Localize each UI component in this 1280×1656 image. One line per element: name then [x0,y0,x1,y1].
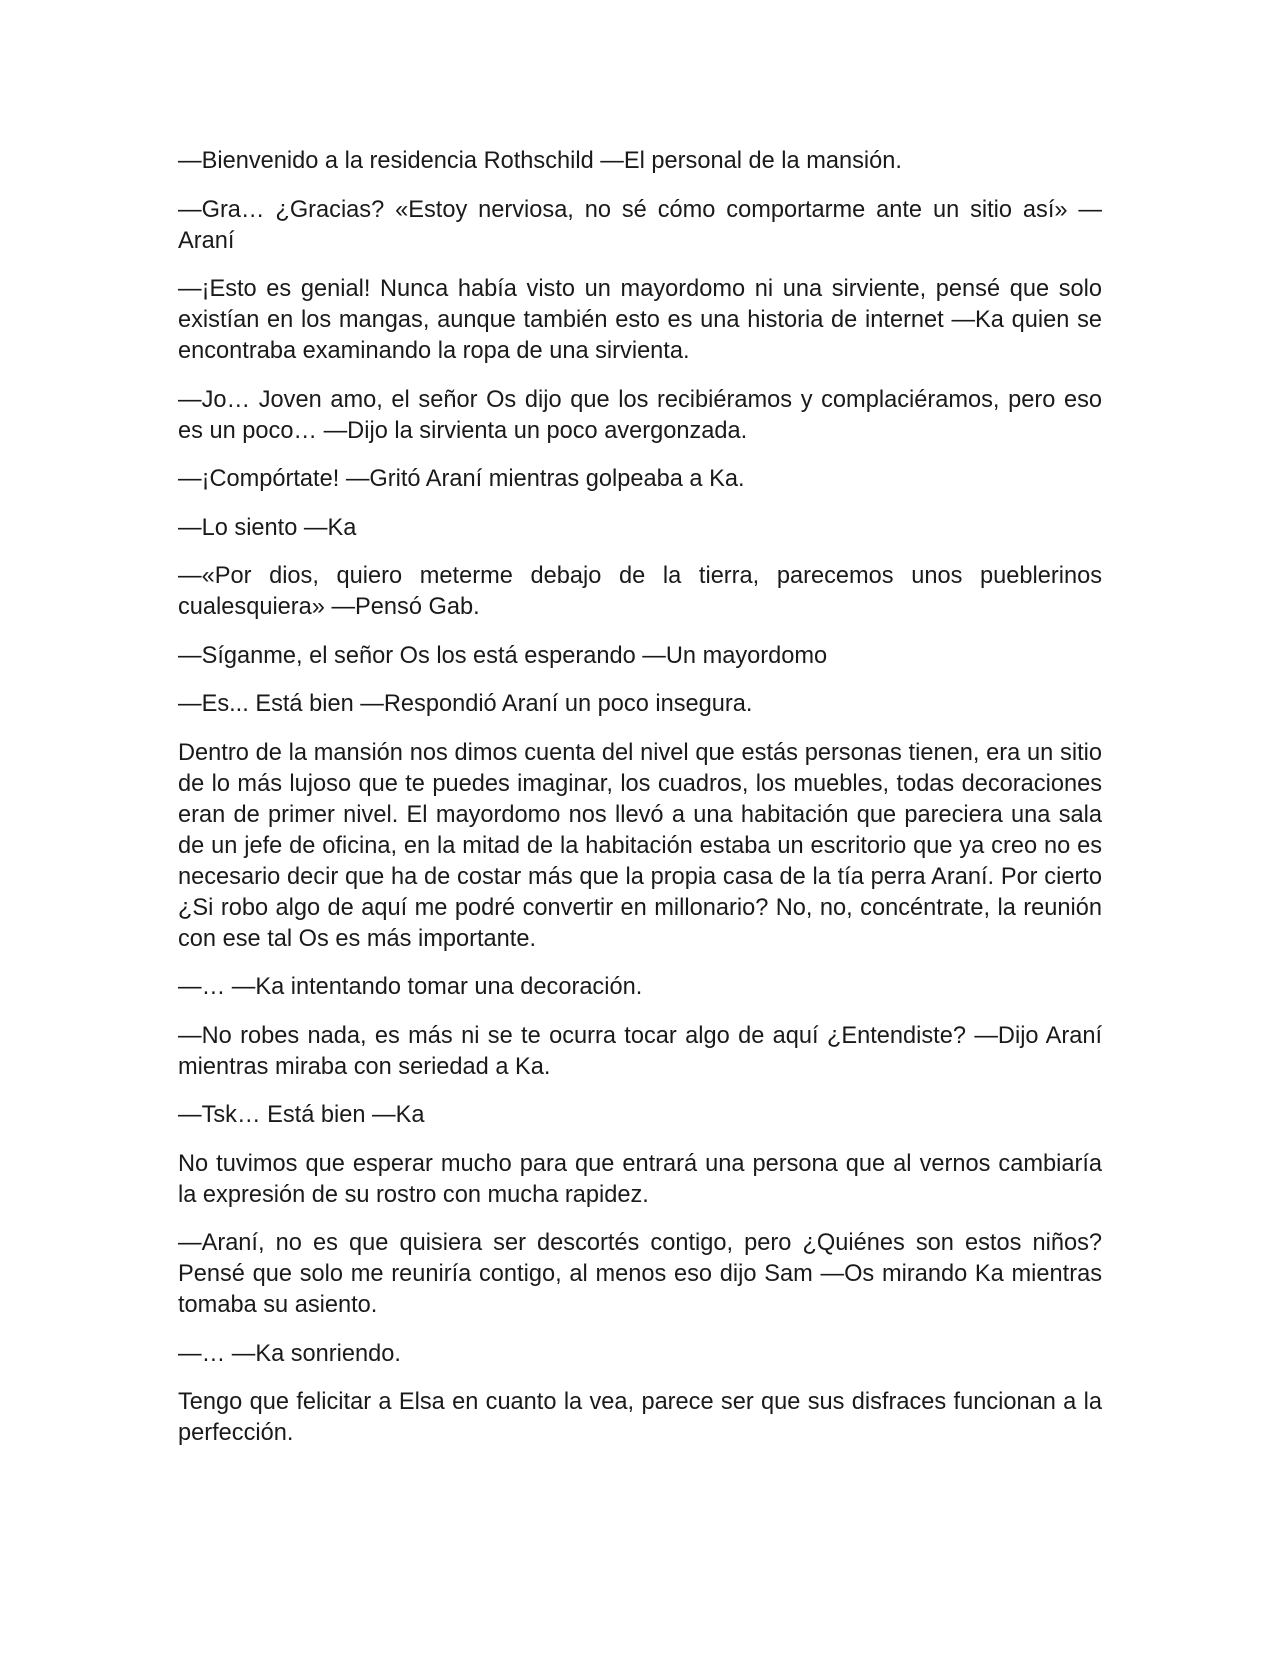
paragraph: Dentro de la mansión nos dimos cuenta del nivel que estás personas tienen, era un sitio de lo más lujoso que te puedes imaginar, los cuadros, los muebles, todas decoraciones eran de primer nivel. El mayordomo nos llevó a una habitación que pareciera una sala de un jefe de oficina, en la mitad de la habitación estaba un escritorio que ya creo no es necesario decir que ha de costar más que la propia casa de la tía perra Araní. Por cierto ¿Si robo algo de aquí me podré convertir en millonario? No, no, concéntrate, la reunión con ese tal Os es más importante. [178,739,1102,952]
paragraph: —Gra… ¿Gracias? «Estoy nerviosa, no sé cómo comportarme ante un sitio así» —Araní [178,196,1102,254]
paragraph: —No robes nada, es más ni se te ocurra tocar algo de aquí ¿Entendiste? —Dijo Araní mientras miraba con seriedad a Ka. [178,1022,1102,1080]
paragraph: —Síganme, el señor Os los está esperando —Un mayordomo [178,642,828,669]
paragraph: —Araní, no es que quisiera ser descortés contigo, pero ¿Quiénes son estos niños? Pensé que solo me reuniría contigo, al menos eso dijo Sam —Os mirando Ka mientras tomaba su asiento. [178,1230,1102,1318]
paragraph: —Jo… Joven amo, el señor Os dijo que los recibiéramos y complaciéramos, pero eso es un poco… —Dijo la sirvienta un poco avergonzada. [178,386,1102,444]
paragraph: —Es... Está bien —Respondió Araní un poco insegura. [178,691,753,717]
paragraph: —… —Ka sonriendo. [178,1340,401,1367]
paragraph: —«Por dios, quiero meterme debajo de la tierra, parecemos unos pueblerinos cualesquiera» —Pensó Gab. [178,563,1102,620]
paragraph: —¡Compórtate! —Gritó Araní mientras golpeaba a Ka. [178,466,745,492]
paragraph: —Bienvenido a la residencia Rothschild —El personal de la mansión. [178,148,902,174]
paragraph: Tengo que felicitar a Elsa en cuanto la vea, parece ser que sus disfraces funcionan a la perfección. [178,1389,1102,1446]
paragraph: —… —Ka intentando tomar una decoración. [178,974,643,1000]
paragraph: No tuvimos que esperar mucho para que entrará una persona que al vernos cambiaría la expresión de su rostro con mucha rapidez. [178,1150,1102,1208]
document-page [178,146,1102,1467]
paragraph: —Lo siento —Ka [178,514,357,541]
paragraph: —¡Esto es genial! Nunca había visto un mayordomo ni una sirviente, pensé que solo existían en los mangas, aunque también esto es una historia de internet —Ka quien se encontraba examinando la ropa de una sirvienta. [178,276,1102,364]
paragraph: —Tsk… Está bien —Ka [178,1102,425,1128]
